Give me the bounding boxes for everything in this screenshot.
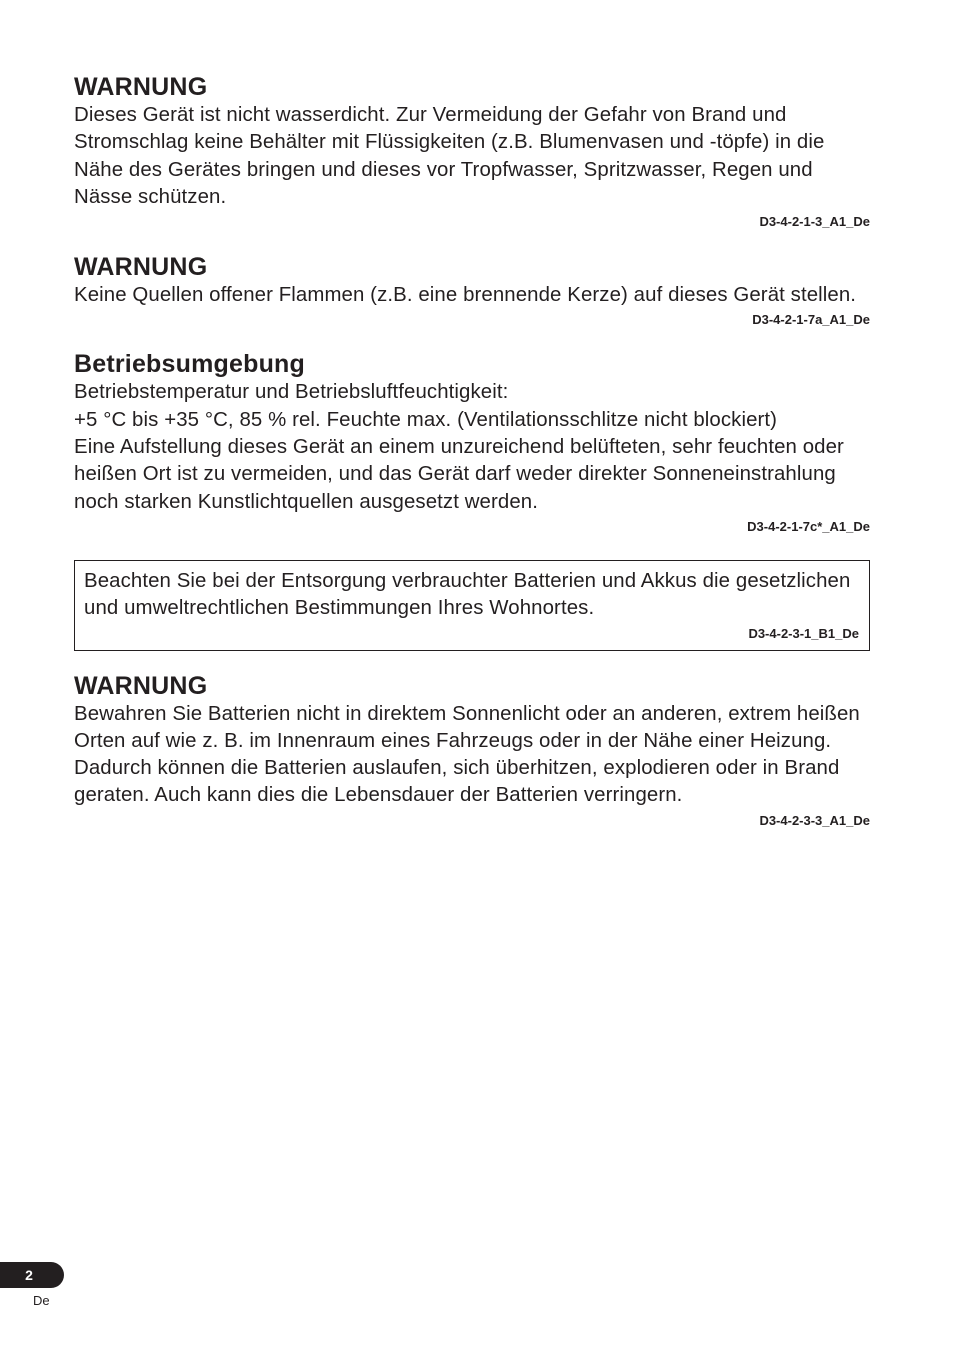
section-text-line: Eine Aufstellung dieses Gerät an einem unzureichend belüfteten, sehr feuchten oder heißen Ort ist zu vermeiden, und das Gerät darf weder direkter Sonneneinstrahlung noch starken Kunstlichtquellen ausgesetzt werden.	[74, 436, 844, 513]
page-language: De	[33, 1293, 50, 1308]
notice-text: Beachten Sie bei der Entsorgung verbrauchter Batterien und Akkus die gesetzlichen und umweltrechtlichen Bestimmungen Ihres Wohnortes.	[84, 569, 851, 620]
reference-code: D3-4-2-1-3_A1_De	[759, 214, 870, 230]
battery-disposal-notice	[74, 560, 870, 651]
reference-code: D3-4-2-1-7a_A1_De	[752, 312, 870, 328]
flame-warning-section	[74, 252, 870, 329]
section-heading: WARNUNG	[74, 253, 208, 282]
document-body	[74, 72, 870, 830]
section-text-line: +5 °C bis +35 °C, 85 % rel. Feuchte max. (Ventilationsschlitze nicht blockiert)	[74, 408, 778, 431]
reference-code: D3-4-2-3-3_A1_De	[759, 812, 870, 828]
section-text-line: Betriebstemperatur und Betriebsluftfeuchtigkeit:	[74, 381, 509, 404]
section-text: Dieses Gerät ist nicht wasserdicht. Zur Vermeidung der Gefahr von Brand und Stromschlag keine Behälter mit Flüssigkeiten (z.B. Blumenvasen und -töpfe) in die Nähe des Gerätes bringen und dieses vor Tropfwasser, Spritzwasser, Regen und Nässe schützen.	[74, 104, 825, 208]
battery-warning-section	[74, 671, 870, 830]
section-text: Bewahren Sie Batterien nicht in direktem Sonnenlicht oder an anderen, extrem heißen Orten auf wie z. B. im Innenraum eines Fahrzeugs oder in der Nähe einer Heizung. Dadurch können die Batterien auslaufen, sich überhitzen, explodieren oder in Brand geraten. Auch kann dies die Lebensdauer der Batterien verringern.	[74, 702, 860, 807]
section-heading: WARNUNG	[74, 73, 208, 101]
page-number-tab: 2	[0, 1262, 64, 1288]
section-heading: WARNUNG	[74, 671, 208, 700]
reference-code: D3-4-2-3-1_B1_De	[748, 625, 859, 641]
section-text: Keine Quellen offener Flammen (z.B. eine brennende Kerze) auf dieses Gerät stellen.	[74, 284, 857, 307]
water-warning-section	[74, 72, 870, 231]
operating-environment-section	[74, 349, 870, 535]
section-heading: Betriebsumgebung	[74, 350, 305, 379]
reference-code: D3-4-2-1-7c*_A1_De	[747, 518, 870, 534]
